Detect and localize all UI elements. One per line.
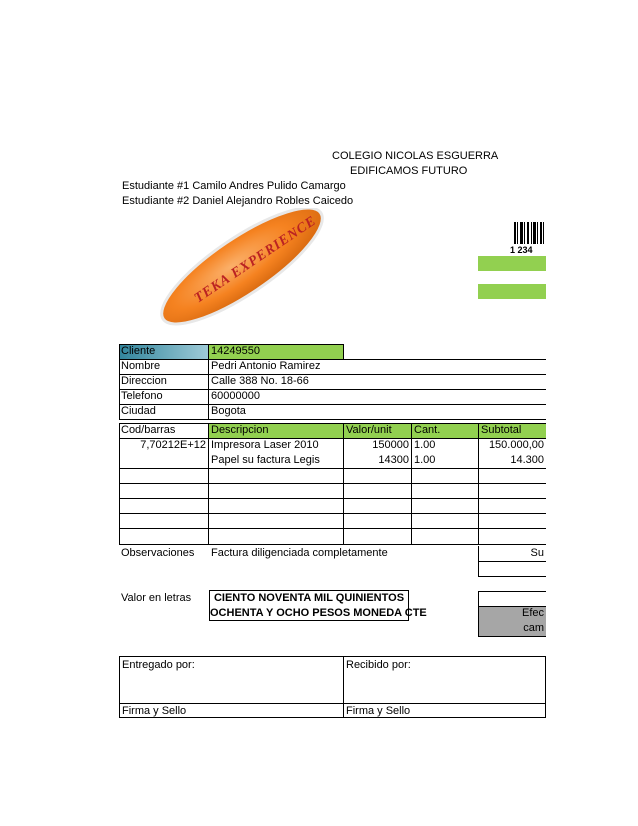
received-by-label: Recibido por: — [346, 659, 411, 671]
item-1-unit: 150000 — [372, 439, 409, 451]
col-subtotal-header: Subtotal — [481, 424, 522, 436]
phone-value: 60000000 — [211, 390, 260, 402]
item-2-unit: 14300 — [378, 454, 409, 466]
observations-side: Su — [530, 547, 544, 559]
student-1: Estudiante #1 Camilo Andres Pulido Camargo — [122, 180, 346, 192]
sign-stamp-2: Firma y Sello — [346, 705, 411, 717]
item-1-subtotal: 150.000,00 — [488, 439, 544, 451]
col-code-header: Cod/barras — [121, 424, 176, 436]
name-value: Pedri Antonio Ramirez — [211, 360, 321, 372]
barcode-image — [510, 222, 546, 254]
phone-label: Telefono — [121, 390, 163, 402]
delivered-by-label: Entregado por: — [122, 659, 195, 671]
item-1-code: 7,70212E+12 — [140, 439, 206, 451]
item-2-qty: 1.00 — [414, 454, 436, 466]
green-block-1 — [478, 256, 546, 271]
col-qty-header: Cant. — [414, 424, 441, 436]
observations-label: Observaciones — [121, 547, 195, 559]
cash-label-1: Efec — [521, 607, 544, 619]
green-block-2 — [478, 284, 546, 299]
col-unit-header: Valor/unit — [346, 424, 392, 436]
project-name: EDIFICAMOS FUTURO — [350, 165, 468, 177]
barcode-digits: 1 234 — [510, 245, 533, 254]
observations-value: Factura diligenciada completamente — [211, 547, 388, 559]
item-1-desc: Impresora Laser 2010 — [211, 439, 319, 451]
address-value: Calle 388 No. 18-66 — [211, 375, 309, 387]
item-2-desc: Papel su factura Legis — [211, 454, 320, 466]
amount-line-2: OCHENTA Y OCHO PESOS MONEDA CTE — [210, 607, 427, 619]
amount-words-box — [209, 590, 427, 621]
item-1-qty: 1.00 — [414, 439, 436, 451]
sign-stamp-1: Firma y Sello — [122, 705, 187, 717]
client-value: 14249550 — [211, 345, 260, 357]
city-value: Bogota — [211, 405, 246, 417]
address-label: Direccion — [121, 375, 167, 387]
col-desc-header: Descripcion — [211, 424, 269, 436]
school-name: COLEGIO NICOLAS ESGUERRA — [332, 150, 499, 162]
name-label: Nombre — [121, 360, 161, 372]
cash-label-2: cam — [523, 622, 544, 634]
student-2: Estudiante #2 Daniel Alejandro Robles Caicedo — [122, 195, 354, 207]
amount-line-1: CIENTO NOVENTA MIL QUINIENTOS — [213, 592, 405, 604]
item-2-subtotal: 14.300 — [510, 454, 544, 466]
amount-label: Valor en letras — [121, 592, 192, 604]
teka-experience-logo — [140, 208, 340, 333]
logo-text: TEKA EXPERIENCE — [191, 213, 320, 307]
client-label: Cliente — [121, 345, 156, 357]
city-label: Ciudad — [121, 405, 156, 417]
